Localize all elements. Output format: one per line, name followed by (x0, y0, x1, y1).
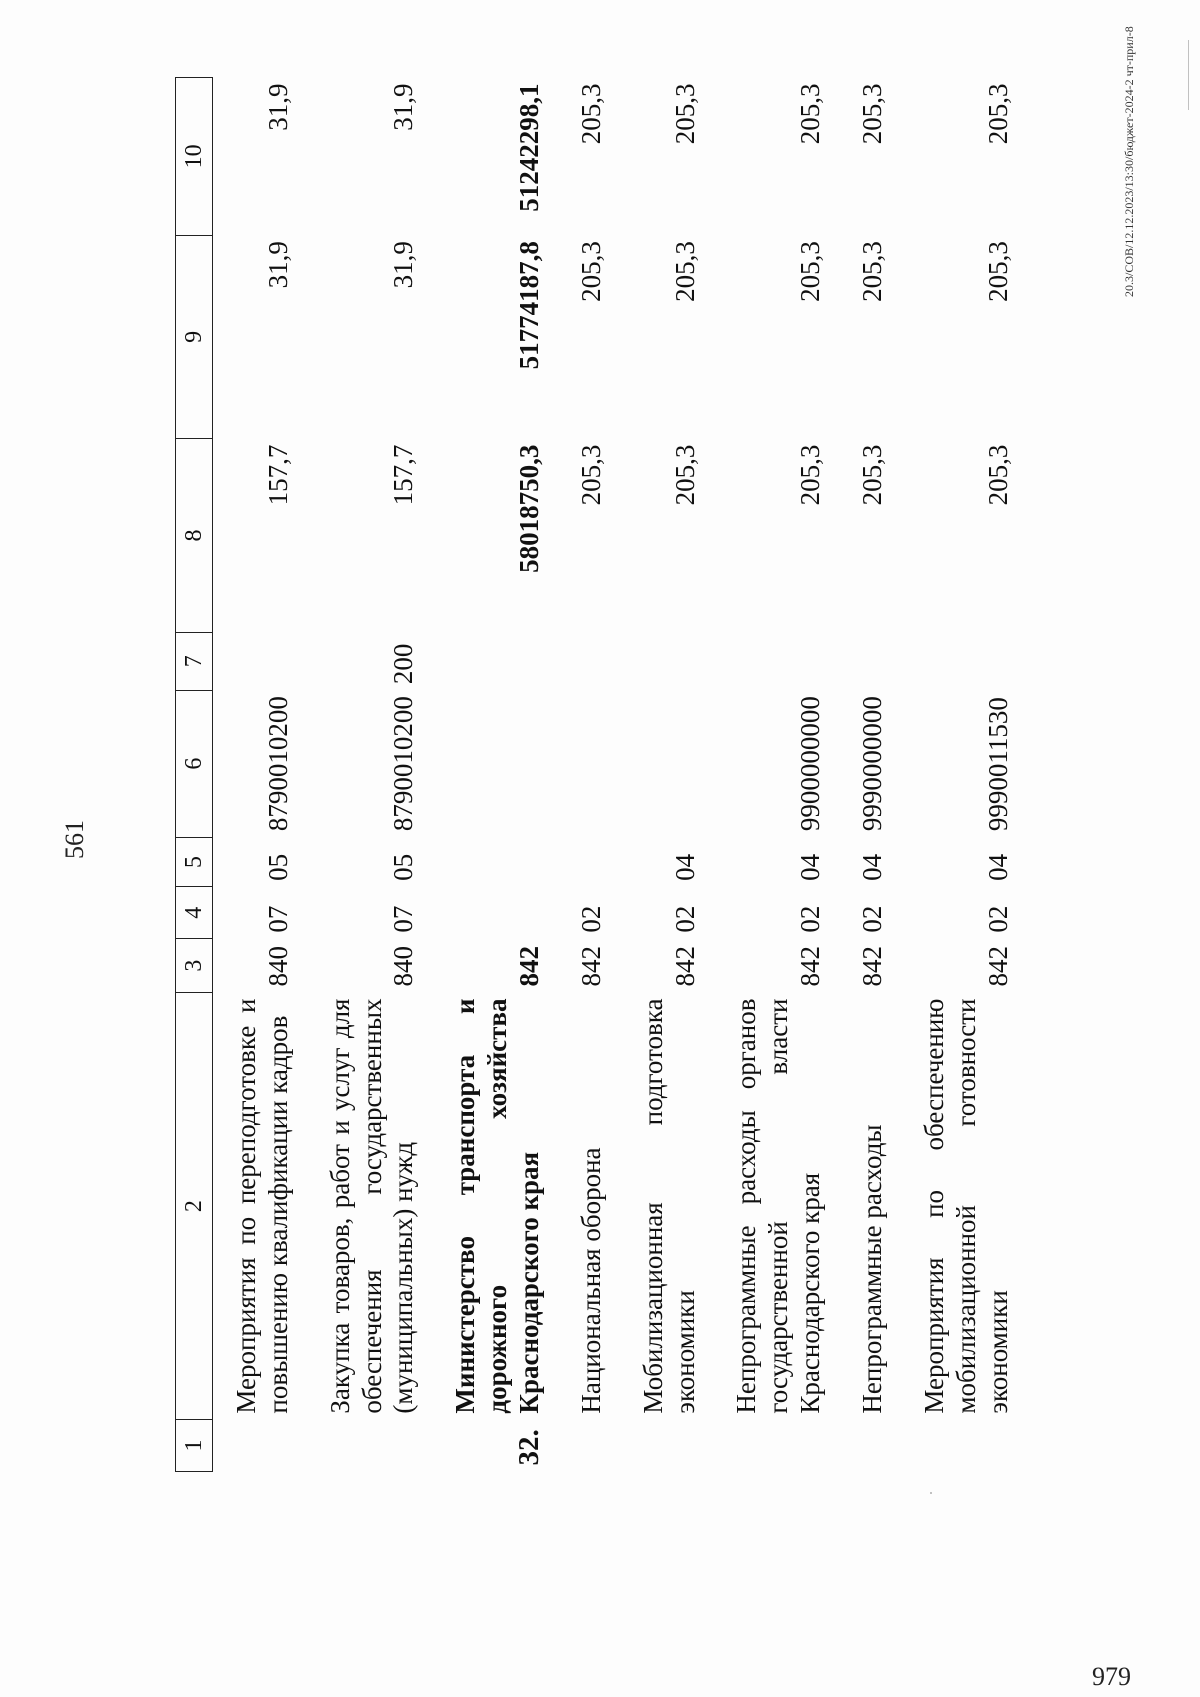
row-name: Непрограммные расходы органов государственной власти Краснодарского края (731, 998, 826, 1414)
cell-rz: 02 (575, 905, 606, 933)
footer-code: 20.3/СОВ/12.12.2023/13:30/бюджет-2024-2 чт-прил-8 (1122, 26, 1136, 297)
cell-csr (432, 690, 558, 837)
cell-rz: 07 (262, 905, 293, 933)
cell-sum-2026: 31,9 (388, 83, 419, 131)
table-header-row (176, 78, 213, 1472)
row-name: Мероприятия по обеспечению мобилизационной готовности экономики (918, 998, 1013, 1414)
cell-pr: 04 (669, 853, 700, 881)
cell-sum-2026: 31,9 (262, 83, 293, 131)
cell-vr (213, 632, 307, 690)
cell-ved: 842 (857, 946, 888, 987)
table-row (558, 78, 620, 1472)
row-number (839, 1420, 901, 1472)
cell-sum-2025: 31,9 (388, 241, 419, 289)
cell-pr (558, 837, 620, 887)
row-number (620, 1420, 714, 1472)
cell-sum-2025: 31,9 (262, 241, 293, 289)
cell-ved: 840 (262, 946, 293, 987)
table-row (620, 78, 714, 1472)
cell-csr: 9900000000 (795, 696, 826, 832)
table-row (713, 78, 839, 1472)
cell-sum-2026: 51242298,1 (514, 83, 545, 212)
cell-sum-2024: 58018750,3 (514, 444, 545, 573)
row-number (713, 1420, 839, 1472)
cell-vr (713, 632, 839, 690)
header-cell: 2 (176, 993, 213, 1420)
cell-csr (620, 690, 714, 837)
row-name: Национальная оборона (575, 1147, 606, 1414)
cell-csr (558, 690, 620, 837)
cell-sum-2024: 205,3 (795, 444, 826, 506)
table-row-ministry (432, 78, 558, 1472)
cell-sum-2025: 205,3 (669, 241, 700, 302)
cell-sum-2024: 205,3 (982, 444, 1013, 506)
header-cell: 7 (176, 632, 213, 690)
cell-sum-2024: 205,3 (669, 444, 700, 506)
cell-vr (620, 632, 714, 690)
cell-rz: 07 (388, 905, 419, 933)
cell-rz: 02 (857, 905, 888, 933)
cell-csr: 8790010200 (388, 696, 419, 832)
cell-sum-2026: 205,3 (575, 83, 606, 145)
cell-vr (901, 632, 1027, 690)
cell-rz: 02 (669, 905, 700, 933)
table-row (839, 78, 901, 1472)
header-cell: 4 (176, 887, 213, 939)
row-number (213, 1420, 307, 1472)
row-number (558, 1420, 620, 1472)
header-cell: 6 (176, 690, 213, 837)
row-number (307, 1420, 433, 1472)
cell-sum-2026: 205,3 (669, 83, 700, 145)
cell-sum-2024: 157,7 (388, 444, 419, 506)
cell-vr (432, 632, 558, 690)
cell-vr (839, 632, 901, 690)
cell-sum-2026: 205,3 (982, 83, 1013, 145)
row-name: Закупка товаров, работ и услуг для обеспечения государственных (муниципальных) нужд (324, 998, 419, 1414)
header-cell: 9 (176, 235, 213, 438)
cell-ved: 842 (669, 946, 700, 987)
row-name: Мероприятия по переподготовке и повышению квалификации кадров (231, 998, 293, 1414)
row-name: Непрограммные расходы (857, 1124, 888, 1414)
header-cell: 5 (176, 837, 213, 887)
cell-sum-2024: 205,3 (575, 444, 606, 506)
header-cell: 10 (176, 78, 213, 236)
cell-sum-2025: 205,3 (857, 241, 888, 302)
cell-sum-2025: 205,3 (982, 241, 1013, 302)
cell-sum-2024: 205,3 (857, 444, 888, 506)
cell-csr: 9990000000 (857, 696, 888, 832)
row-number (901, 1420, 1027, 1472)
header-cell: 1 (176, 1420, 213, 1472)
table-row (213, 78, 307, 1472)
cell-rz: 02 (982, 905, 1013, 933)
header-cell: 8 (176, 439, 213, 633)
cell-pr: 04 (795, 853, 826, 881)
budget-table (175, 77, 1026, 1472)
cell-ved: 842 (795, 946, 826, 987)
header-cell: 3 (176, 939, 213, 993)
cell-sum-2026: 205,3 (857, 83, 888, 145)
cell-csr: 8790010200 (262, 696, 293, 832)
cell-sum-2025: 205,3 (795, 241, 826, 302)
table-row (307, 78, 433, 1472)
cell-rz: 02 (795, 905, 826, 933)
row-number: 32. (512, 1429, 545, 1466)
cell-pr: 04 (982, 853, 1013, 881)
cell-ved: 842 (575, 946, 606, 987)
page-number-top: 561 (60, 820, 89, 859)
cell-ved: 842 (982, 946, 1013, 987)
row-name: Мобилизационная подготовка экономики (637, 998, 700, 1414)
rotated-page (0, 26, 1200, 1697)
cell-sum-2026: 205,3 (795, 83, 826, 145)
page-number-bottom: 979 (1092, 1662, 1131, 1691)
cell-ved: 842 (514, 946, 545, 987)
cell-rz (432, 887, 558, 939)
cell-sum-2025: 205,3 (575, 241, 606, 302)
cell-ved: 840 (388, 946, 419, 987)
cell-vr (558, 632, 620, 690)
cell-pr (432, 837, 558, 887)
row-name: Министерство транспорта и дорожного хозяйства Краснодарского края (450, 998, 545, 1414)
cell-pr: 05 (388, 853, 419, 881)
cell-sum-2024: 157,7 (262, 444, 293, 506)
table-row (901, 78, 1027, 1472)
cell-pr: 05 (262, 853, 293, 881)
cell-sum-2025: 51774187,8 (514, 241, 545, 370)
cell-vr: 200 (388, 643, 419, 685)
cell-pr: 04 (857, 853, 888, 881)
cell-csr: 9990011530 (982, 697, 1013, 832)
